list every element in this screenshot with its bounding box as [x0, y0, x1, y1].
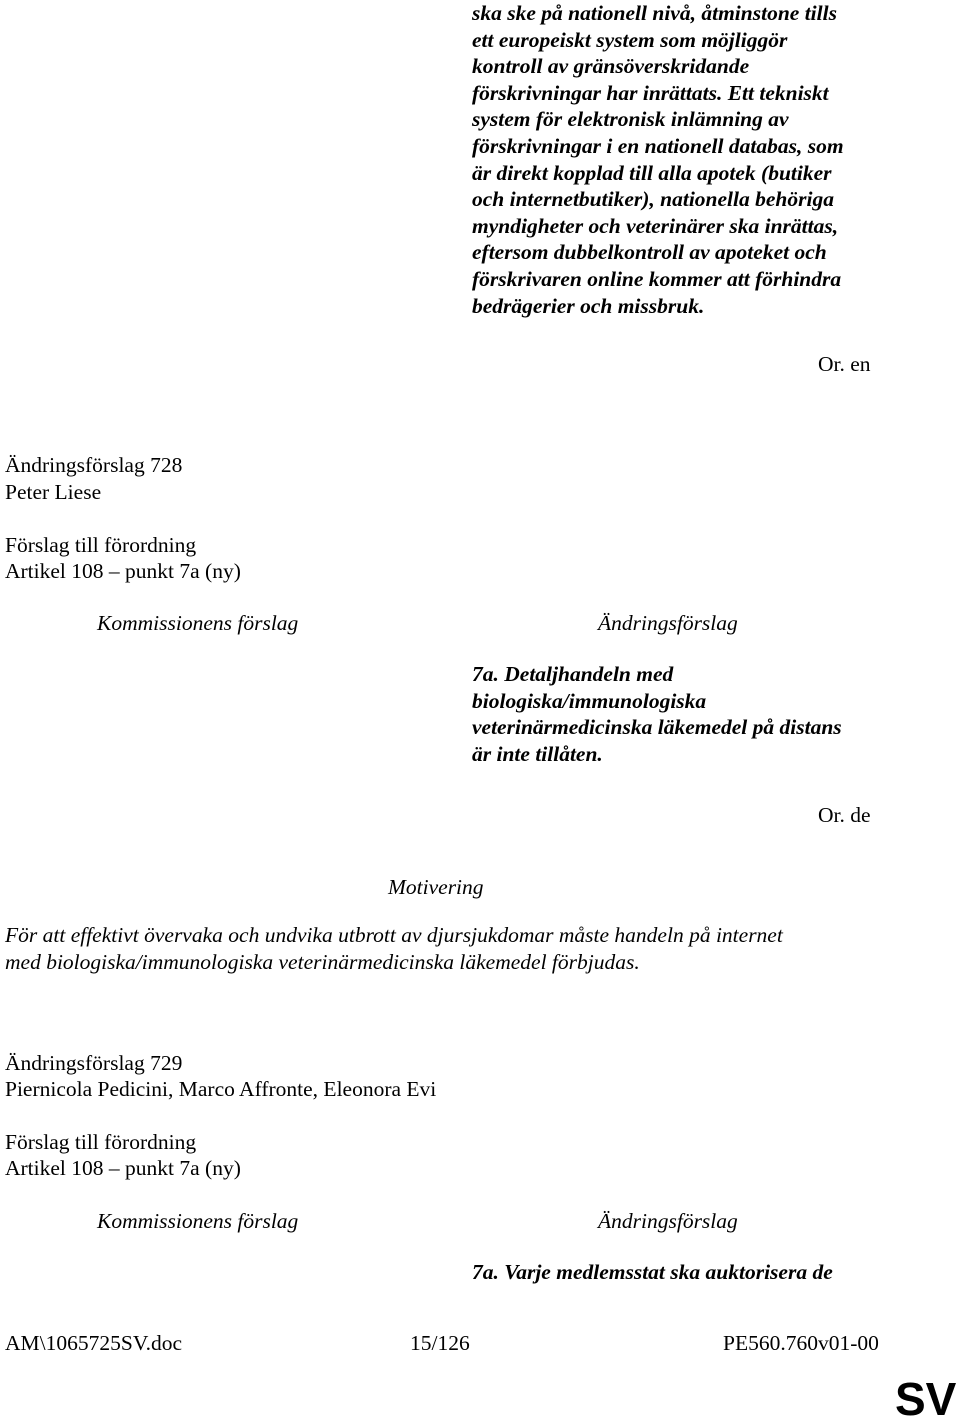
- amendment-729-title: Ändringsförslag 729: [5, 1051, 183, 1075]
- text-line: veterinärmedicinska läkemedel på distans: [472, 715, 842, 740]
- footer-doc-ref: AM\1065725SV.doc: [5, 1331, 182, 1355]
- column-header-amendment: Ändringsförslag: [598, 1209, 738, 1233]
- amendment-729-proposal: Förslag till förordning: [5, 1130, 197, 1154]
- text-line: är direkt kopplad till alla apotek (butiker: [472, 160, 832, 185]
- continued-amendment-text: [472, 0, 932, 319]
- text-line: förskrivningar i en nationell databas, som: [472, 133, 844, 158]
- amendment-728-title: Ändringsförslag 728: [5, 453, 183, 477]
- column-header-commission: Kommissionens förslag: [97, 1209, 299, 1233]
- text-line: bedrägerier och missbruk.: [472, 293, 705, 318]
- column-header-commission: Kommissionens förslag: [97, 611, 299, 635]
- text-line: myndigheter och veterinärer ska inrättas,: [472, 213, 839, 238]
- text-line: 7a. Detaljhandeln med: [472, 662, 674, 686]
- column-header-amendment: Ändringsförslag: [598, 611, 738, 635]
- text-line: ett europeiskt system som möjliggör: [472, 27, 788, 52]
- original-language-de: Or. de: [818, 803, 871, 827]
- amendment-729-text: 7a. Varje medlemsstat ska auktorisera de: [472, 1260, 833, 1284]
- text-line: förskrivaren online kommer att förhindra: [472, 266, 842, 291]
- amendment-729-authors: Piernicola Pedicini, Marco Affronte, Eleonora Evi: [5, 1077, 437, 1101]
- text-line: system för elektronisk inlämning av: [472, 107, 789, 132]
- text-line: eftersom dubbelkontroll av apoteket och: [472, 240, 827, 265]
- amendment-728-author: Peter Liese: [5, 480, 102, 504]
- text-line: är inte tillåten.: [472, 741, 603, 766]
- language-code: SV: [895, 1373, 957, 1425]
- justification-text: [5, 922, 783, 975]
- amendment-728-text: [472, 661, 842, 767]
- amendment-728-proposal: Förslag till förordning: [5, 533, 197, 557]
- original-language-en: Or. en: [818, 352, 871, 376]
- text-line: biologiska/immunologiska: [472, 688, 707, 713]
- amendment-729-article: Artikel 108 – punkt 7a (ny): [5, 1156, 241, 1180]
- footer-page-number: 15/126: [410, 1331, 470, 1355]
- amendment-728-article: Artikel 108 – punkt 7a (ny): [5, 559, 241, 583]
- justification-heading: Motivering: [388, 875, 484, 899]
- text-line: förskrivningar har inrättats. Ett tekniskt: [472, 80, 829, 105]
- footer-pe-ref: PE560.760v01-00: [723, 1331, 879, 1355]
- text-line: och internetbutiker), nationella behöriga: [472, 187, 834, 212]
- text-line: med biologiska/immunologiska veterinärmedicinska läkemedel förbjudas.: [5, 949, 640, 974]
- text-line: ska ske på nationell nivå, åtminstone tills: [472, 1, 837, 25]
- text-line: För att effektivt övervaka och undvika utbrott av djursjukdomar måste handeln på internet: [5, 923, 783, 947]
- text-line: kontroll av gränsöverskridande: [472, 54, 750, 79]
